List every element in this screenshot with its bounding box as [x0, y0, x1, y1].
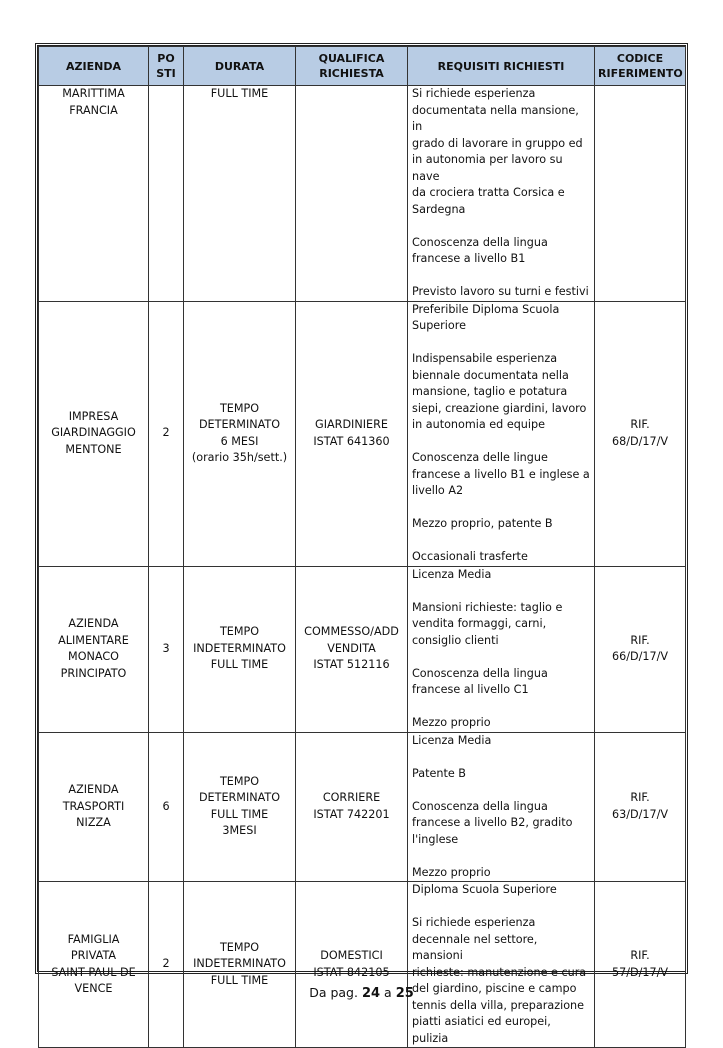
requisiti-cell	[408, 732, 595, 882]
qualifica-cell: DOMESTICI ISTAT 842105	[296, 882, 408, 1048]
job-listings-table	[38, 46, 686, 1048]
header-azienda: AZIENDA	[39, 47, 149, 86]
requisito-text: Conoscenza delle lingue francese a livello B1 e inglese a livello A2	[412, 451, 590, 497]
table-row	[39, 566, 686, 732]
posti-cell	[149, 86, 184, 302]
table-row	[39, 732, 686, 882]
qualifica-cell: GIARDINIERE ISTAT 641360	[296, 301, 408, 566]
requisito-text: Mezzo proprio	[412, 865, 491, 879]
table-row	[39, 86, 686, 302]
durata-cell: TEMPO INDETERMINATO FULL TIME	[184, 882, 296, 1048]
header-durata: DURATA	[184, 47, 296, 86]
requisito-text: Mezzo proprio, patente B	[412, 517, 553, 530]
requisiti-cell	[408, 301, 595, 566]
posti-cell: 3	[149, 566, 184, 732]
qualifica-cell: CORRIERE ISTAT 742201	[296, 732, 408, 882]
codice-cell: RIF. 68/D/17/V	[595, 301, 686, 566]
requisiti-cell	[408, 566, 595, 732]
requisito-text: Si richiede esperienza decennale nel settore, mansioni richieste: manutenzione e cura del giardino, piscine e campo tennis della villa, preparazione piatti asiatici ed europei, pulizia	[412, 916, 587, 1045]
requisiti-cell	[408, 86, 595, 302]
azienda-cell: AZIENDA TRASPORTI NIZZA	[39, 732, 149, 882]
requisito-text: Conoscenza della lingua francese al livello C1	[412, 666, 548, 696]
footer-connector: a	[384, 985, 392, 1000]
codice-cell: RIF. 66/D/17/V	[595, 566, 686, 732]
table-row	[39, 882, 686, 1048]
requisito-text: Previsto lavoro su turni e festivi	[412, 285, 589, 298]
table-row	[39, 301, 686, 566]
durata-cell: TEMPO DETERMINATO FULL TIME 3MESI	[184, 732, 296, 882]
requisito-text: Conoscenza della lingua francese a livello B2, gradito l'inglese	[412, 799, 573, 846]
posti-cell: 2	[149, 301, 184, 566]
header-posti: PO STI	[149, 47, 184, 86]
durata-cell: TEMPO INDETERMINATO FULL TIME	[184, 566, 296, 732]
azienda-cell: FAMIGLIA PRIVATA SAINT PAUL DE VENCE	[39, 882, 149, 1048]
requisito-text: Mezzo proprio	[412, 716, 491, 729]
header-requisiti: REQUISITI RICHIESTI	[408, 47, 595, 86]
footer-from-page: 24	[361, 986, 381, 1001]
requisito-text: Si richiede esperienza documentata nella mansione, in grado di lavorare in gruppo ed in autonomia per lavoro su nave da crociera tratta Corsica e Sardegna	[412, 87, 583, 216]
requisito-text: Occasionali trasferte	[412, 550, 528, 563]
posti-cell: 2	[149, 882, 184, 1048]
header-codice: CODICE RIFERIMENTO	[595, 47, 686, 86]
requisito-text: Conoscenza della lingua francese a livello B1	[412, 235, 548, 265]
codice-cell: RIF. 63/D/17/V	[595, 732, 686, 882]
footer-to-page: 25	[395, 986, 414, 1001]
codice-cell: RIF. 57/D/17/V	[595, 882, 686, 1048]
durata-cell: TEMPO DETERMINATO 6 MESI (orario 35h/sett.)	[184, 301, 296, 566]
azienda-cell: IMPRESA GIARDINAGGIO MENTONE	[39, 301, 149, 566]
codice-cell	[595, 86, 686, 302]
requisito-text: Licenza Media	[412, 567, 492, 581]
requisito-text: Mansioni richieste: taglio e vendita formaggi, carni, consiglio clienti	[412, 600, 563, 647]
header-row	[39, 47, 686, 86]
azienda-cell: MARITTIMA FRANCIA	[39, 86, 149, 302]
durata-cell: FULL TIME	[184, 86, 296, 302]
requisito-text: Diploma Scuola Superiore	[412, 883, 557, 896]
requisito-text: Preferibile Diploma Scuola Superiore	[412, 302, 560, 332]
footer-prefix: Da pag.	[309, 985, 358, 1000]
requisito-text: Licenza Media	[412, 733, 492, 747]
posti-cell: 6	[149, 732, 184, 882]
qualifica-cell: COMMESSO/ADD VENDITA ISTAT 512116	[296, 566, 408, 732]
page-range-footer	[0, 985, 723, 1001]
azienda-cell: AZIENDA ALIMENTARE MONACO PRINCIPATO	[39, 566, 149, 732]
header-qualifica: QUALIFICA RICHIESTA	[296, 47, 408, 86]
qualifica-cell	[296, 86, 408, 302]
requisiti-cell	[408, 882, 595, 1048]
requisito-text: Indispensabile esperienza biennale documentata nella mansione, taglio e potatura siepi, creazione giardini, lavoro in autonomia ed equipe	[412, 352, 587, 431]
requisito-text: Patente B	[412, 766, 466, 780]
